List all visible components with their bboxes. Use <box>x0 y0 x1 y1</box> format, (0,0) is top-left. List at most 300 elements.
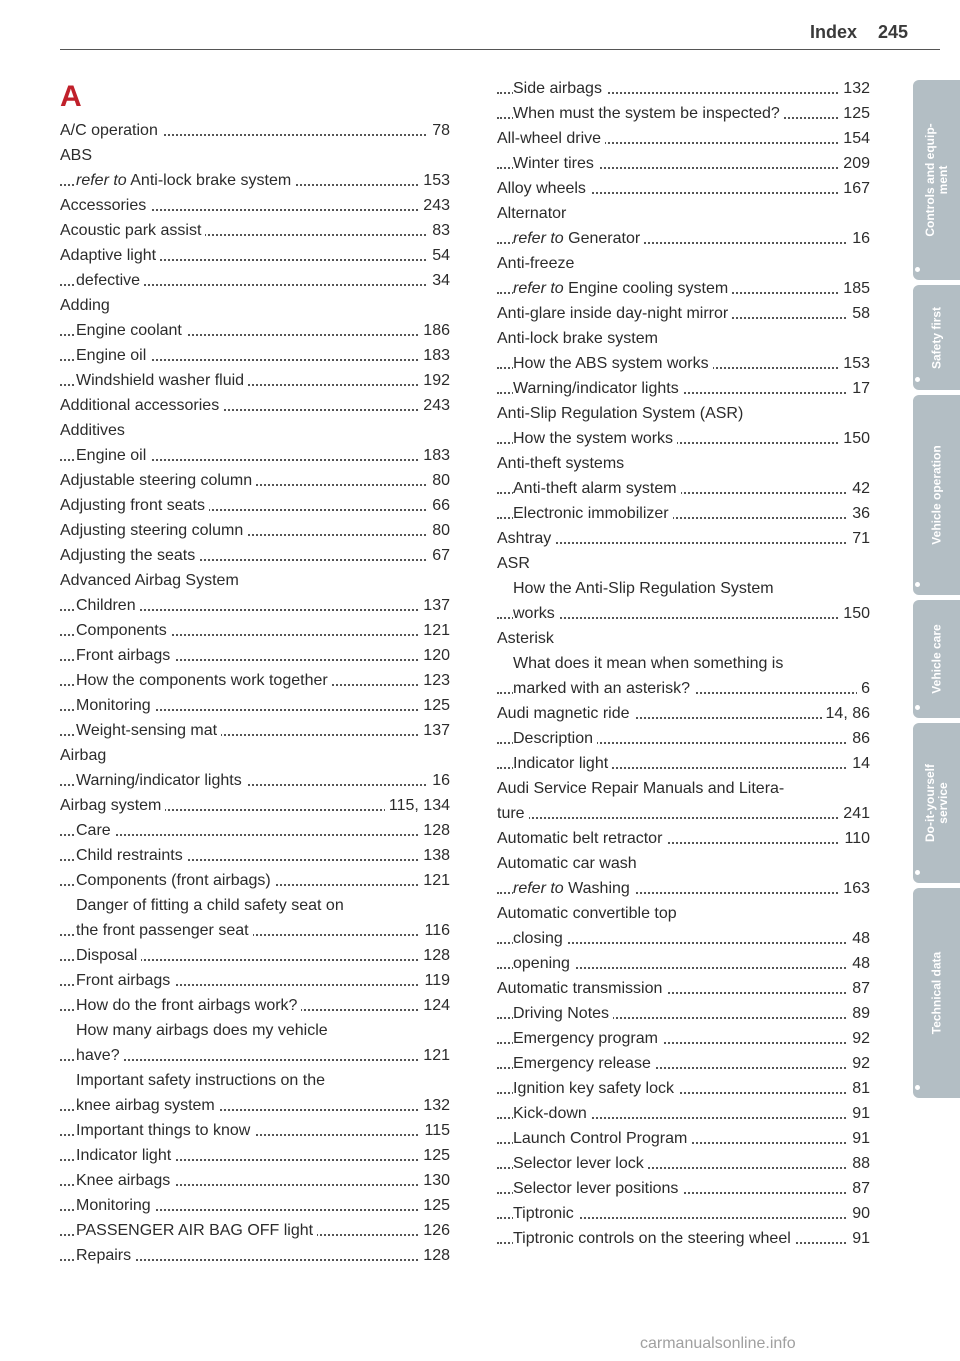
entry-ref: refer to <box>513 880 564 897</box>
index-entry[interactable] <box>60 118 450 143</box>
entry-label: Selector lever lock <box>513 1155 644 1172</box>
entry-label: All-wheel drive <box>497 130 602 147</box>
entry-label: the front passenger seat <box>76 922 249 939</box>
index-entry[interactable] <box>60 443 450 468</box>
index-entry[interactable] <box>497 876 870 901</box>
index-entry[interactable] <box>60 818 450 843</box>
entry-label: ASR <box>497 555 530 572</box>
leader-dots <box>60 834 450 836</box>
entry-text <box>76 897 348 914</box>
entry-label: A/C operation <box>60 122 158 139</box>
index-entry[interactable] <box>497 1201 870 1226</box>
index-entry[interactable] <box>60 793 450 818</box>
index-entry[interactable] <box>497 701 870 726</box>
entry-label: Warning/indicator lights <box>76 772 242 789</box>
entry-text <box>60 472 256 489</box>
entry-page-number[interactable]: 48 <box>848 951 870 976</box>
entry-text <box>76 647 174 664</box>
entry-text <box>513 680 694 697</box>
entry-page-number[interactable]: 16 <box>848 226 870 251</box>
entry-page-number[interactable]: 81 <box>848 1076 870 1101</box>
index-entry[interactable] <box>60 868 450 893</box>
entry-text <box>76 722 221 739</box>
index-entry[interactable] <box>60 943 450 968</box>
entry-page-number[interactable]: 116 <box>420 918 450 943</box>
entry-label: Adjusting front seats <box>60 497 205 514</box>
entry-page-number[interactable]: 120 <box>419 643 450 668</box>
index-entry[interactable] <box>60 768 450 793</box>
entry-page-number[interactable]: 92 <box>848 1051 870 1076</box>
entry-label: Important things to know <box>76 1122 251 1139</box>
index-entry[interactable] <box>497 226 870 251</box>
index-entry[interactable] <box>60 1243 450 1268</box>
index-entry[interactable] <box>60 243 450 268</box>
tab-marker-icon <box>915 1085 920 1090</box>
index-entry[interactable] <box>60 568 450 593</box>
entry-page-number[interactable]: 34 <box>428 268 450 293</box>
entry-page-number[interactable]: 115, 134 <box>385 793 450 818</box>
index-entry[interactable] <box>497 476 870 501</box>
entry-page-number[interactable]: 138 <box>419 843 450 868</box>
entry-page-number[interactable]: 128 <box>419 943 450 968</box>
entry-page-number[interactable]: 36 <box>848 501 870 526</box>
index-entry[interactable] <box>60 1093 450 1118</box>
chapter-tab[interactable] <box>913 723 960 883</box>
index-entry[interactable] <box>497 976 870 1001</box>
entry-label: Electronic immobilizer <box>513 505 669 522</box>
index-entry[interactable] <box>60 468 450 493</box>
entry-page-number[interactable]: 88 <box>848 1151 870 1176</box>
entry-label: Repairs <box>76 1247 132 1264</box>
entry-label: Child restraints <box>76 847 183 864</box>
entry-page-number[interactable]: 128 <box>419 1243 450 1268</box>
index-entry[interactable] <box>60 968 450 993</box>
index-entry[interactable] <box>497 101 870 126</box>
index-entry[interactable] <box>497 626 870 651</box>
index-entry[interactable] <box>60 1068 450 1093</box>
entry-text <box>513 1155 648 1172</box>
entry-page-number[interactable]: 91 <box>848 1126 870 1151</box>
entry-label: Acoustic park assist <box>60 222 202 239</box>
entry-text <box>497 530 555 547</box>
entry-page-number[interactable]: 183 <box>419 343 450 368</box>
index-entry[interactable] <box>497 951 870 976</box>
entry-page-number[interactable]: 92 <box>848 1026 870 1051</box>
index-entry[interactable] <box>497 126 870 151</box>
entry-label: Anti-lock brake system <box>130 172 292 189</box>
entry-label: Components (front airbags) <box>76 872 271 889</box>
entry-text <box>497 305 732 322</box>
entry-page-number[interactable]: 137 <box>419 593 450 618</box>
index-entry[interactable] <box>60 918 450 943</box>
page-number: 245 <box>878 22 909 42</box>
entry-page-number[interactable]: 67 <box>428 543 450 568</box>
entry-label: Windshield washer fluid <box>76 372 245 389</box>
entry-text <box>60 397 223 414</box>
entry-label: Ashtray <box>497 530 552 547</box>
index-entry[interactable] <box>60 1193 450 1218</box>
entry-page-number[interactable]: 83 <box>428 218 450 243</box>
entry-page-number[interactable]: 128 <box>419 818 450 843</box>
entry-page-number[interactable]: 154 <box>839 126 870 151</box>
entry-text <box>60 197 150 214</box>
entry-text <box>60 797 165 814</box>
entry-label: Winter tires <box>513 155 594 172</box>
entry-text <box>76 597 140 614</box>
index-entry[interactable] <box>497 401 870 426</box>
index-entry[interactable] <box>60 193 450 218</box>
index-entry[interactable] <box>60 893 450 918</box>
entry-page-number[interactable]: 78 <box>428 118 450 143</box>
index-entry[interactable] <box>497 501 870 526</box>
entry-label: Warning/indicator lights <box>513 380 679 397</box>
entry-label: Engine cooling system <box>568 280 729 297</box>
index-entry[interactable] <box>497 151 870 176</box>
entry-label: Monitoring <box>76 697 151 714</box>
index-entry[interactable] <box>497 1151 870 1176</box>
entry-label: Danger of fitting a child safety seat on <box>76 897 344 914</box>
entry-text <box>513 1130 691 1147</box>
entry-page-number[interactable]: 123 <box>419 668 450 693</box>
entry-page-number[interactable]: 66 <box>428 493 450 518</box>
page-header-title: Index <box>810 22 858 42</box>
tab-marker-icon <box>915 582 920 587</box>
entry-page-number[interactable]: 137 <box>419 718 450 743</box>
entry-page-number[interactable]: 150 <box>839 601 870 626</box>
entry-text <box>497 180 590 197</box>
entry-page-number[interactable]: 125 <box>839 101 870 126</box>
chapter-tab[interactable] <box>913 888 960 1098</box>
entry-page-number[interactable]: 89 <box>848 1001 870 1026</box>
index-entry[interactable] <box>60 1018 450 1043</box>
entry-label: Anti-theft alarm system <box>513 480 677 497</box>
entry-text <box>513 1005 613 1022</box>
entry-text <box>513 1105 591 1122</box>
entry-text <box>76 622 171 639</box>
index-entry[interactable] <box>60 743 450 768</box>
index-entry[interactable] <box>497 1001 870 1026</box>
entry-label: Indicator light <box>76 1147 172 1164</box>
entry-text <box>76 1172 174 1189</box>
index-entry[interactable] <box>60 668 450 693</box>
index-entry[interactable] <box>497 826 870 851</box>
entry-label: PASSENGER AIR BAG OFF light <box>76 1222 314 1239</box>
entry-page-number[interactable]: 16 <box>428 768 450 793</box>
index-entry[interactable] <box>60 268 450 293</box>
entry-ref: refer to <box>513 280 564 297</box>
entry-ref: refer to <box>513 230 564 247</box>
entry-text <box>497 205 570 222</box>
index-entry[interactable] <box>60 693 450 718</box>
index-entry[interactable] <box>60 393 450 418</box>
entry-page-number[interactable]: 209 <box>839 151 870 176</box>
entry-text <box>76 1197 155 1214</box>
entry-text <box>497 130 605 147</box>
entry-text <box>76 172 295 189</box>
entry-label: ture <box>497 805 525 822</box>
chapter-tab-label: Safety first <box>929 306 943 369</box>
entry-label: Tiptronic <box>513 1205 574 1222</box>
entry-text <box>513 580 778 597</box>
index-entry[interactable] <box>497 1101 870 1126</box>
chapter-tab[interactable] <box>913 80 960 280</box>
entry-text <box>76 1147 175 1164</box>
index-entry[interactable] <box>60 418 450 443</box>
entry-text <box>513 930 567 947</box>
entry-text <box>513 1030 662 1047</box>
entry-text <box>513 430 677 447</box>
entry-text <box>513 730 597 747</box>
entry-page-number[interactable]: 132 <box>419 1093 450 1118</box>
entry-page-number[interactable]: 119 <box>420 968 450 993</box>
entry-page-number[interactable]: 153 <box>839 351 870 376</box>
entry-text <box>76 447 150 464</box>
index-entry[interactable] <box>60 843 450 868</box>
entry-label: Asterisk <box>497 630 554 647</box>
entry-text <box>76 1072 329 1089</box>
index-entry[interactable] <box>60 493 450 518</box>
entry-page-number[interactable]: 130 <box>419 1168 450 1193</box>
entry-page-number[interactable]: 124 <box>419 993 450 1018</box>
index-entry[interactable] <box>60 718 450 743</box>
index-entry[interactable] <box>60 143 450 168</box>
entry-page-number[interactable]: 87 <box>848 976 870 1001</box>
index-entry[interactable] <box>60 168 450 193</box>
entry-text <box>497 255 578 272</box>
entry-page-number[interactable]: 58 <box>848 301 870 326</box>
watermark: carmanualsonline.info <box>640 1335 796 1352</box>
index-entry[interactable] <box>60 318 450 343</box>
index-entry[interactable] <box>497 301 870 326</box>
entry-label: Accessories <box>60 197 147 214</box>
index-entry[interactable] <box>497 851 870 876</box>
entry-page-number[interactable]: 80 <box>428 468 450 493</box>
entry-label: Airbag system <box>60 797 162 814</box>
entry-label: Ignition key safety lock <box>513 1080 674 1097</box>
chapter-tab[interactable] <box>913 285 960 390</box>
chapter-tab[interactable] <box>913 395 960 595</box>
index-entry[interactable] <box>497 1126 870 1151</box>
entry-page-number[interactable]: 90 <box>848 1201 870 1226</box>
entry-page-number[interactable]: 121 <box>419 618 450 643</box>
entry-text <box>76 272 144 289</box>
entry-page-number[interactable]: 71 <box>848 526 870 551</box>
index-entry[interactable] <box>497 551 870 576</box>
entry-page-number[interactable]: 243 <box>419 393 450 418</box>
entry-text <box>513 480 681 497</box>
index-entry[interactable] <box>60 293 450 318</box>
entry-page-number[interactable]: 185 <box>839 276 870 301</box>
entry-page-number[interactable]: 48 <box>848 926 870 951</box>
entry-text <box>60 147 96 164</box>
entry-page-number[interactable]: 167 <box>839 176 870 201</box>
entry-page-number[interactable]: 183 <box>419 443 450 468</box>
entry-text <box>76 972 174 989</box>
entry-text <box>76 372 248 389</box>
index-entry[interactable] <box>497 1226 870 1251</box>
entry-text <box>497 405 747 422</box>
entry-text <box>76 1097 219 1114</box>
entry-label: Adjustable steering column <box>60 472 253 489</box>
index-entry[interactable] <box>497 276 870 301</box>
index-entry[interactable] <box>497 776 870 801</box>
entry-label: Advanced Airbag System <box>60 572 239 589</box>
index-entry[interactable] <box>60 1118 450 1143</box>
entry-text <box>76 872 275 889</box>
entry-text <box>60 297 114 314</box>
entry-text <box>76 822 115 839</box>
index-entry[interactable] <box>497 1051 870 1076</box>
entry-label: works <box>513 605 555 622</box>
index-entry[interactable] <box>60 543 450 568</box>
entry-text <box>60 497 209 514</box>
entry-label: Components <box>76 622 167 639</box>
index-entry[interactable] <box>497 76 870 101</box>
entry-label: Emergency program <box>513 1030 658 1047</box>
entry-text <box>513 505 673 522</box>
entry-text <box>76 947 141 964</box>
entry-page-number[interactable]: 6 <box>857 676 870 701</box>
index-entry[interactable] <box>497 576 870 601</box>
index-entry[interactable] <box>497 901 870 926</box>
index-entry[interactable] <box>497 426 870 451</box>
index-entry[interactable] <box>497 676 870 701</box>
entry-ref: refer to <box>76 172 127 189</box>
entry-page-number[interactable]: 125 <box>419 1193 450 1218</box>
entry-page-number[interactable]: 115 <box>420 1118 450 1143</box>
entry-label: Important safety instructions on the <box>76 1072 326 1089</box>
entry-text <box>513 355 713 372</box>
entry-text <box>76 997 301 1014</box>
index-entry[interactable] <box>60 643 450 668</box>
chapter-tab-label: Technical data <box>929 951 943 1035</box>
entry-label: knee airbag system <box>76 1097 215 1114</box>
index-entry[interactable] <box>60 218 450 243</box>
chapter-tabs <box>913 80 960 1103</box>
entry-text <box>76 322 186 339</box>
chapter-tab[interactable] <box>913 600 960 718</box>
index-entry[interactable] <box>497 751 870 776</box>
entry-text <box>513 655 787 672</box>
entry-page-number[interactable]: 192 <box>419 368 450 393</box>
entry-label: How the Anti-Slip Regulation System <box>513 580 774 597</box>
entry-page-number[interactable]: 54 <box>428 243 450 268</box>
index-entry[interactable] <box>60 1218 450 1243</box>
index-entry[interactable] <box>497 526 870 551</box>
index-entry[interactable] <box>497 726 870 751</box>
entry-page-number[interactable]: 110 <box>840 826 870 851</box>
entry-text <box>497 830 666 847</box>
entry-label: Alloy wheels <box>497 180 586 197</box>
index-entry[interactable] <box>497 801 870 826</box>
index-entry[interactable] <box>60 1043 450 1068</box>
entry-page-number[interactable]: 17 <box>848 376 870 401</box>
index-entry[interactable] <box>497 1076 870 1101</box>
entry-label: Adding <box>60 297 110 314</box>
index-entry[interactable] <box>60 1143 450 1168</box>
index-entry[interactable] <box>497 201 870 226</box>
entry-text <box>76 772 246 789</box>
entry-text <box>513 1180 682 1197</box>
entry-label: marked with an asterisk? <box>513 680 690 697</box>
entry-label: Anti-lock brake system <box>497 330 658 347</box>
entry-text <box>513 1055 655 1072</box>
index-entry[interactable] <box>60 1168 450 1193</box>
index-entry[interactable] <box>497 376 870 401</box>
entry-page-number[interactable]: 42 <box>848 476 870 501</box>
entry-text <box>60 122 162 139</box>
index-entry[interactable] <box>60 993 450 1018</box>
entry-page-number[interactable]: 14 <box>848 751 870 776</box>
entry-page-number[interactable]: 125 <box>419 1143 450 1168</box>
entry-page-number[interactable]: 243 <box>419 193 450 218</box>
entry-label: Launch Control Program <box>513 1130 688 1147</box>
entry-text <box>76 922 253 939</box>
entry-page-number[interactable]: 241 <box>839 801 870 826</box>
entry-label: defective <box>76 272 141 289</box>
entry-text <box>76 1022 332 1039</box>
entry-page-number[interactable]: 91 <box>848 1101 870 1126</box>
entry-page-number[interactable]: 163 <box>839 876 870 901</box>
index-column-right <box>497 76 870 1251</box>
entry-page-number[interactable]: 121 <box>419 1043 450 1068</box>
entry-text <box>76 347 150 364</box>
index-entry[interactable] <box>497 351 870 376</box>
entry-label: Automatic transmission <box>497 980 663 997</box>
entry-label: closing <box>513 930 563 947</box>
entry-page-number[interactable]: 91 <box>848 1226 870 1251</box>
entry-page-number[interactable]: 153 <box>419 168 450 193</box>
entry-page-number[interactable]: 125 <box>419 693 450 718</box>
entry-label: Knee airbags <box>76 1172 171 1189</box>
entry-text <box>513 380 683 397</box>
entry-text <box>60 222 205 239</box>
entry-text <box>76 697 155 714</box>
entry-text <box>76 672 332 689</box>
index-entry[interactable] <box>497 176 870 201</box>
entry-page-number[interactable]: 86 <box>848 726 870 751</box>
entry-page-number[interactable]: 80 <box>428 518 450 543</box>
index-entry[interactable] <box>497 326 870 351</box>
index-entry[interactable] <box>60 368 450 393</box>
entry-text <box>60 422 129 439</box>
index-entry[interactable] <box>497 651 870 676</box>
entry-page-number[interactable]: 14, 86 <box>822 701 870 726</box>
entry-text <box>513 1205 578 1222</box>
index-entry[interactable] <box>60 593 450 618</box>
entry-text <box>513 280 732 297</box>
index-entry[interactable] <box>60 343 450 368</box>
index-entry[interactable] <box>60 518 450 543</box>
index-entry[interactable] <box>497 1176 870 1201</box>
index-entry[interactable] <box>60 618 450 643</box>
index-entry[interactable] <box>497 1026 870 1051</box>
entry-page-number[interactable]: 121 <box>419 868 450 893</box>
entry-label: Adjusting the seats <box>60 547 196 564</box>
entry-page-number[interactable]: 186 <box>419 318 450 343</box>
entry-page-number[interactable]: 126 <box>419 1218 450 1243</box>
index-entry[interactable] <box>497 601 870 626</box>
index-entry[interactable] <box>497 251 870 276</box>
entry-page-number[interactable]: 87 <box>848 1176 870 1201</box>
index-entry[interactable] <box>497 926 870 951</box>
entry-page-number[interactable]: 132 <box>839 76 870 101</box>
entry-page-number[interactable]: 150 <box>839 426 870 451</box>
index-entry[interactable] <box>497 451 870 476</box>
entry-text <box>60 572 243 589</box>
entry-label: Children <box>76 597 136 614</box>
entry-text <box>497 855 641 872</box>
